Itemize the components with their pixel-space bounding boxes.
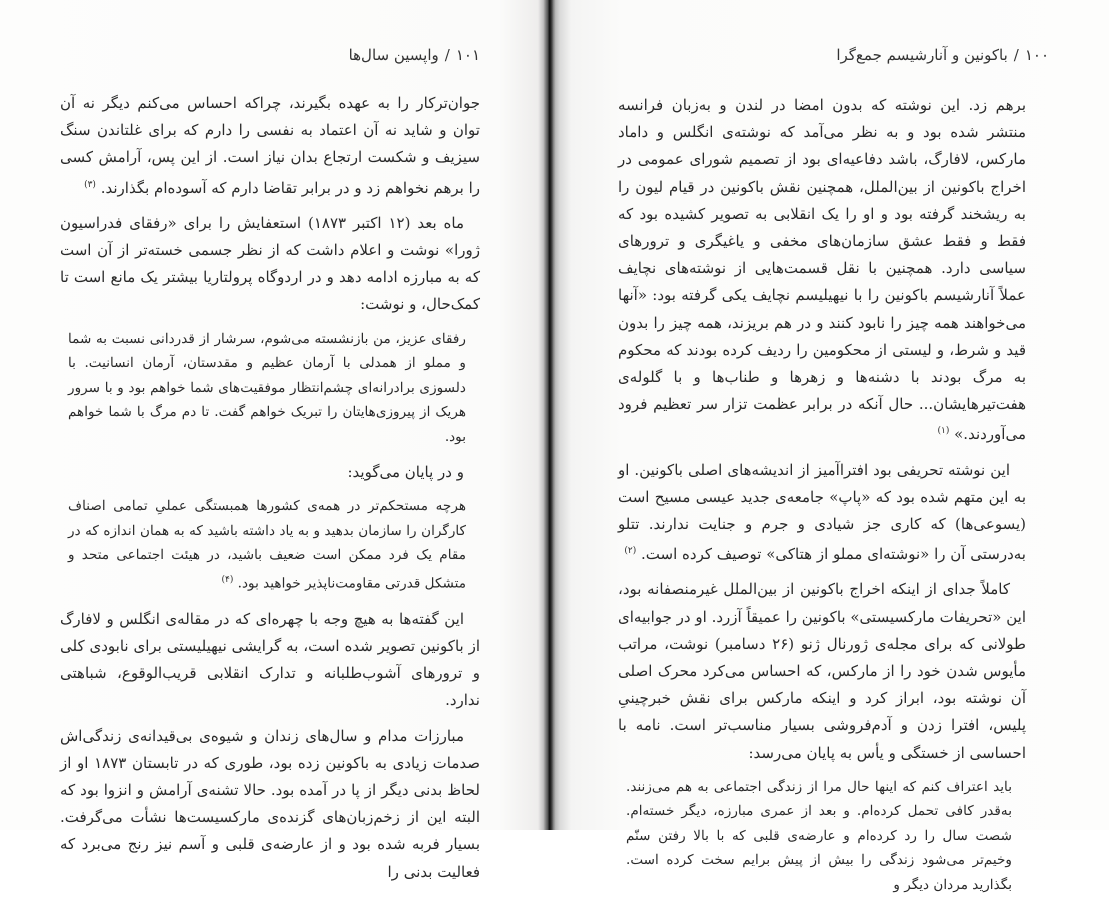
paragraph: برهم زد. این نوشته که بدون امضا در لندن و به‌زبان فرانسه منتشر شده بود و به نظر می‌آمد که نوشته‌ی انگلس و داماد مارکس، لافارگ، باشد دفاعیه‌ای بود از تصمیم شورای عمومی در اخراج باکونین از بین‌الملل، همچنین نقش باکونین در قیام لیون را به ریشخند گرفته بود و او را یک انقلابی به تصویر کشیده بود که فقط و فقط عشق سازمان‌های مخفی و یاغیگری و ترورهای سیاسی دارد. همچنین با نقل قسمت‌هایی از نوشته‌های نچایف عملاً آنارشیسم باکونین را با نیهیلیسم نچایف یکی گرفته بود: «آنها می‌خواهند همه چیز را نابود کنند و در هم بریزند، همه چیز را بدون قید و شرط، و لیستی از محکومین را ردیف کرده بودند که محکوم به مرگ بودند با دشنه‌ها و زهرها و طناب‌ها و با گلوله‌ی هفت‌تیرهایشان... حال آنکه در برابر عظمت تزار سر تعظیم فرود می‌آوردند.» $^{(۱)}$ xyxy=(618,96,1026,444)
paragraph: و در پایان می‌گوید: xyxy=(347,463,464,482)
block-quote: رفقای عزیز، من بازنشسته می‌شوم، سرشار از قدردانی نسبت به شما و مملو از همدلی با آرمان عظیم و مقدستان، آرمان انسانیت. با دلسوزی برادرانه‌ای چشم‌انتظار موفقیت‌های شما خواهم بود و با سرور هریک از پیروزی‌هایتان را تبریک خواهم گفت. تا دم مرگ با شما خواهم بود. xyxy=(68,330,466,445)
paragraph: کاملاً جدای از اینکه اخراج باکونین از بین‌الملل غیرمنصفانه بود، این «تحریفات مارکسیستی» باکونین را عمیقاً آزرد. او در جوابیه‌ای طولانی که برای مجله‌ی ژورنال ژنو (۲۶ دسامبر) نوشت، مراتب مأیوس شدن خود را از مارکس، که احساس می‌کرد محرک اصلی آن نوشته بود، ابراز کرد و اینکه مارکس برای نقش خبرچینیِ پلیس، افترا زدن و آدم‌فروشی بسیار مناسب‌تر است. نامه با احساسی از خستگی و یأس به پایان می‌رسد: xyxy=(618,580,1026,762)
paragraph: جوان‌ترکار را به عهده بگیرند، چراکه احساس می‌کنم دیگر نه آن توان و شاید نه آن اعتماد به نفسی را دارم که برای غلتاندن سنگ سیزیف و شکست ارتجاع بدان نیاز است. از این پس، آرامش کسی را برهم نخواهم زد و در برابر تقاضا دارم که آسوده‌ام بگذارند. $^{(۳)}$ xyxy=(60,94,480,197)
paragraph: این گفته‌ها به هیچ وجه با چهره‌ای که در مقاله‌ی انگلس و لافارگ از باکونین تصویر شده است، به گرایشی نیهیلیستی برای نابودی کلی و ترورهای آشوب‌طلبانه و تدارک انقلابی قریب‌الوقوع، شباهتی ندارد. xyxy=(60,609,480,710)
paragraph: مبارزات مدام و سال‌های زندان و شیوه‌ی بی‌قیدانه‌ی زندگی‌اش صدمات زیادی به باکونین زده بود، طوری که در تابستان ۱۸۷۳ او از لحاظ بدنی دیگر از پا در آمده بود. حالا تشنه‌ی آرامش و انزوا بود که البته این از زخم‌زبان‌های گزنده‌ی مارکسیست‌ها نشأت می‌گرفت. بسیار فربه شده بود و از عارضه‌ی قلبی و آسم نیز رنج می‌برد که فعالیت بدنی را xyxy=(60,726,480,881)
paragraph: ماه بعد (۱۲ اکتبر ۱۸۷۳) استعفایش را برای «رفقای فدراسیون ژورا» نوشت و اعلام داشت که از نظر جسمی خسته‌تر از آن است که به مبارزه ادامه دهد و در اردوگاه پرولتاریا بیشتر یک مانع است تا کمک‌حال، و نوشت: xyxy=(60,213,480,314)
right-header-title: باکونین و آنارشیسم جمع‌گرا xyxy=(836,46,1008,64)
footnote-ref: (۳) xyxy=(84,179,96,190)
block-quote: باید اعتراف کنم که اینها حال مرا از زندگی اجتماعی به هم می‌زنند. به‌قدر کافی تحمل کرده‌ام. و بعد از عمری مبارزه، دیگر خسته‌ام. شصت سال را رد کرده‌ام و عارضه‌ی قلبی که با بالا رفتن سنّم وخیم‌تر می‌شود زندگی را بیش از پیش برایم سخت کرده است. بگذارید مردان دیگر و xyxy=(626,778,1012,893)
right-page-number: ۱۰۰ xyxy=(1024,46,1049,64)
header-separator: / xyxy=(1013,46,1019,64)
right-running-header xyxy=(836,46,1049,64)
paragraph: این نوشته تحریفی بود افتراآمیز از اندیشه‌های اصلی باکونین. او به این متهم شده بود که «پاپ» جامعه‌ی جدید عیسی مسیح است (یسوعی‌ها) که کاری جز شیادی و جرم و جنایت ندارند. تتلو به‌درستی آن را «نوشته‌ای مملو از هتاکی» توصیف کرده است. $^{(۲)}$ xyxy=(618,460,1026,564)
footnote-ref: (۴) xyxy=(221,574,234,585)
right-page xyxy=(556,0,1109,893)
header-separator: / xyxy=(444,46,450,64)
left-page-body xyxy=(60,90,480,894)
left-running-header xyxy=(349,46,480,64)
footnote-ref: (۱) xyxy=(937,426,950,437)
right-page-body xyxy=(618,92,1026,907)
left-page-number: ۱۰۱ xyxy=(455,46,480,64)
footnote-ref: (۲) xyxy=(624,546,637,557)
left-page xyxy=(0,0,548,881)
left-header-title: واپسین سال‌ها xyxy=(348,46,439,64)
block-quote: هرچه مستحکم‌تر در همه‌ی کشورها همبستگی عملیِ تمامی اصناف کارگران را سازمان بدهید و به یاد داشته باشید که به همان اندازه که در مقام یک فرد ممکن است ضعیف باشید، در هیئت اجتماعی متحد و متشکل قدرتی مقاومت‌ناپذیر خواهید بود. $^{(۴)}$ xyxy=(68,498,466,592)
